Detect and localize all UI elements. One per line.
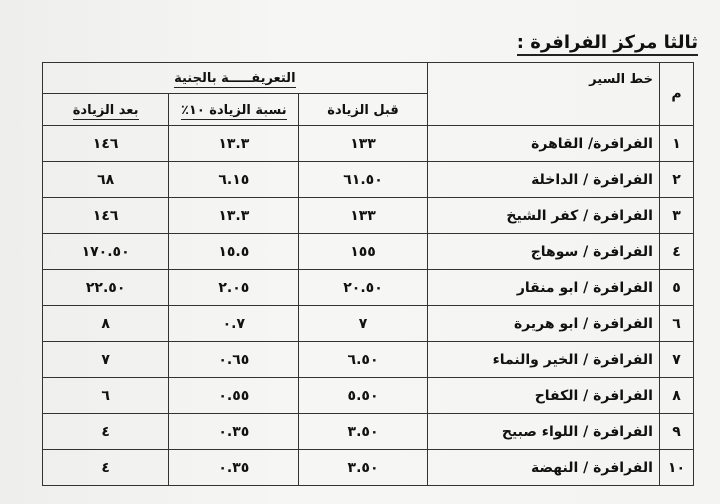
row-after: ٤ [43,414,169,450]
row-route: الفرافرة / سوهاج [427,234,659,270]
table-row [43,270,694,306]
row-before: ١٣٣ [299,126,427,162]
row-before: ٣.٥٠ [299,414,427,450]
row-number: ٥ [659,270,693,306]
row-before: ٥.٥٠ [299,378,427,414]
row-after: ٤ [43,450,169,486]
row-route: الفرافرة / ابو هريرة [427,306,659,342]
row-after: ٦٨ [43,162,169,198]
row-after: ٧ [43,342,169,378]
row-route: الفرافرة/ القاهرة [427,126,659,162]
table-row [43,126,694,162]
row-route: الفرافرة / النهضة [427,450,659,486]
header-number [659,63,693,126]
row-percent: ٠.٦٥ [169,342,299,378]
row-percent: ٢.٠٥ [169,270,299,306]
row-route: الفرافرة / الداخلة [427,162,659,198]
header-after-label: بعد الزيادة [72,102,139,118]
row-percent: ٦.١٥ [169,162,299,198]
table-row [43,306,694,342]
header-after [43,94,169,126]
row-percent: ١٣.٣ [169,198,299,234]
table-row [43,414,694,450]
header-before-label: قبل الزيادة [327,102,399,118]
row-before: ٣.٥٠ [299,450,427,486]
table-row [43,342,694,378]
row-number: ١ [659,126,693,162]
section-heading: ثالثا مركز الفرافرة : [517,32,698,56]
row-before: ١٣٣ [299,198,427,234]
header-number-label: م [671,86,682,102]
row-route: الفرافرة / ابو منقار [427,270,659,306]
row-number: ٨ [659,378,693,414]
row-route: الفرافرة / كفر الشيخ [427,198,659,234]
table-row [43,198,694,234]
row-percent: ٠.٥٥ [169,378,299,414]
header-percent-label: نسبة الزيادة ١٠٪ [180,102,287,118]
row-percent: ٠.٣٥ [169,450,299,486]
row-number: ٤ [659,234,693,270]
header-before [299,94,427,126]
row-after: ٨ [43,306,169,342]
row-route: الفرافرة / الكفاح [427,378,659,414]
row-route: الفرافرة / اللواء صبيح [427,414,659,450]
row-percent: ١٣.٣ [169,126,299,162]
table-row [43,162,694,198]
table-row [43,234,694,270]
row-percent: ٠.٧ [169,306,299,342]
row-route: الفرافرة / الخير والنماء [427,342,659,378]
fare-table [42,62,694,486]
row-before: ٧ [299,306,427,342]
row-after: ١٧٠.٥٠ [43,234,169,270]
row-after: ٦ [43,378,169,414]
header-fare-group-label: التعريفـــــة بالجنية [174,71,296,86]
row-number: ٢ [659,162,693,198]
row-after: ١٤٦ [43,126,169,162]
table-row [43,378,694,414]
header-route-label: خط السير [589,72,653,87]
row-before: ٦.٥٠ [299,342,427,378]
row-before: ١٥٥ [299,234,427,270]
row-number: ٣ [659,198,693,234]
row-number: ٩ [659,414,693,450]
row-number: ٦ [659,306,693,342]
row-percent: ١٥.٥ [169,234,299,270]
header-route [427,63,659,126]
row-before: ٦١.٥٠ [299,162,427,198]
header-fare-group [43,63,428,94]
row-percent: ٠.٣٥ [169,414,299,450]
row-number: ١٠ [659,450,693,486]
row-number: ٧ [659,342,693,378]
header-percent [169,94,299,126]
table-row [43,450,694,486]
row-before: ٢٠.٥٠ [299,270,427,306]
row-after: ٢٢.٥٠ [43,270,169,306]
row-after: ١٤٦ [43,198,169,234]
